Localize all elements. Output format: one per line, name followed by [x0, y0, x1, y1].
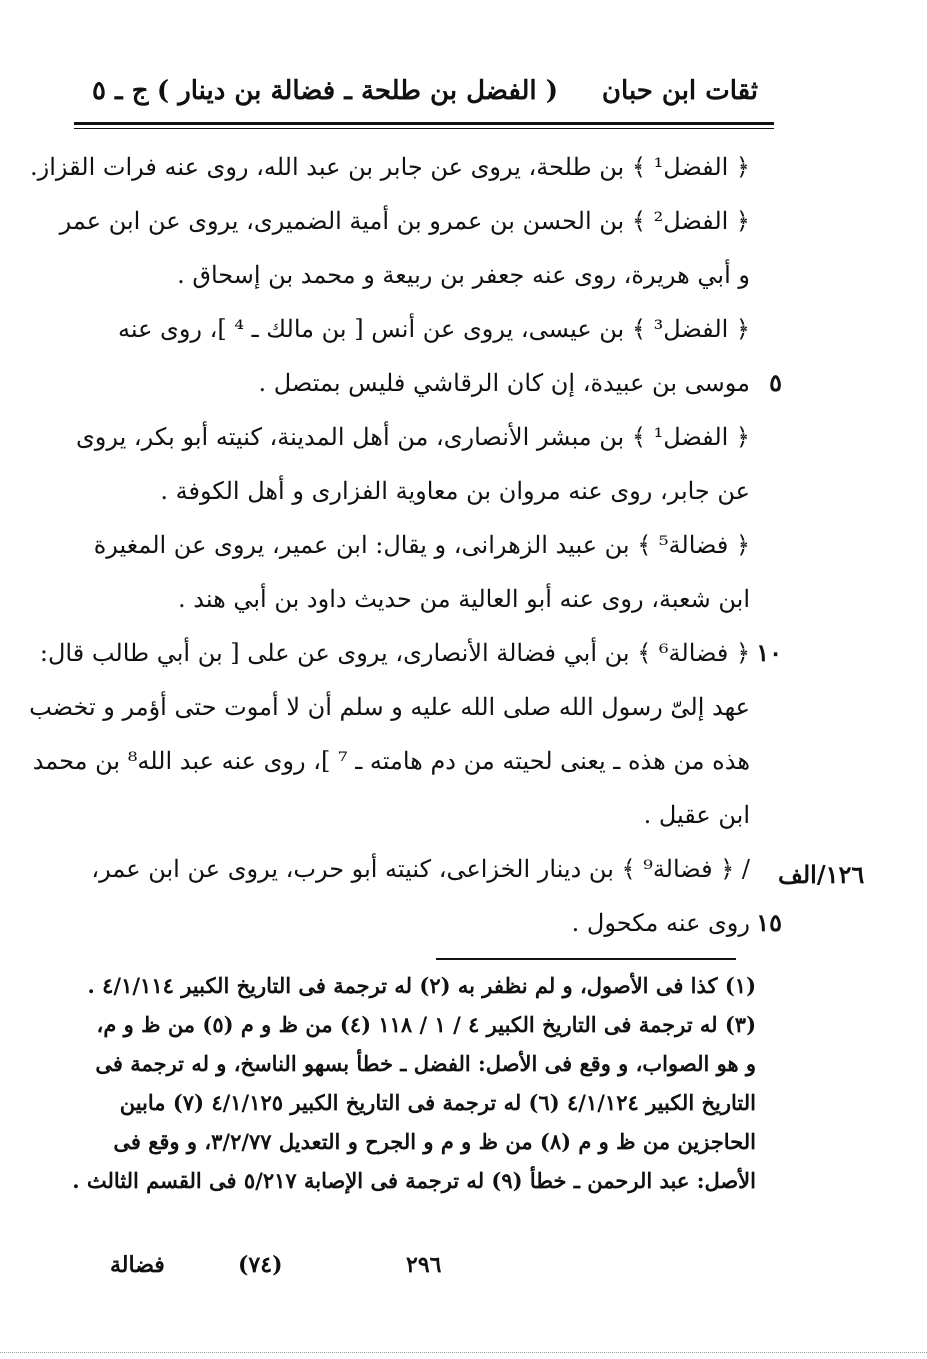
text-line: هذه من هذه ـ يعنى لحيته من دم هامته ـ ⁷ ]، روى عنه عبد الله⁸ بن محمد	[32, 747, 750, 775]
text-line: ﴿ فضالة⁵ ﴾ بن عبيد الزهرانى، و يقال: ابن عمير، يروى عن المغيرة	[93, 531, 750, 559]
text-line: ١٥ روى عنه مكحول .	[90, 896, 750, 950]
text-line: و أبي هريرة، روى عنه جعفر بن ربيعة و محمد بن إسحاق .	[177, 261, 750, 289]
text-line: ﴿ الفضل¹ ﴾ بن طلحة، يروى عن جابر بن عبد الله، روى عنه فرات القزاز.	[29, 153, 750, 181]
text-line: ابن شعبة، روى عنه أبو العالية من حديث داود بن أبي هند .	[177, 585, 750, 613]
text-line: ١٠ ﴿ فضالة⁶ ﴾ بن أبي فضالة الأنصارى، يروى عن على [ بن أبي طالب قال:	[90, 626, 750, 680]
line-number: ١٥	[756, 908, 782, 937]
footnote-line: الأصل: عبد الرحمن ـ خطأ (٩) له ترجمة فى الإصابة ٥/٢١٧ فى القسم الثالث .	[72, 1168, 756, 1193]
footnote-line: الحاجزين من ظ و م (٨) من ظ و م و الجرح و التعديل ٣/٢/٧٧، و وقع فى	[113, 1129, 756, 1154]
text-line: ﴿ الفضل³ ﴾ بن عيسى، يروى عن أنس [ بن مالك ـ ⁴ ]، روى عنه	[118, 315, 750, 343]
page-footer	[110, 1252, 470, 1286]
section-range: ( الفضل بن طلحة ـ فضالة بن دينار )	[156, 76, 558, 106]
footnote-line: و هو الصواب، و وقع فى الأصل: الفضل ـ خطأ بسهو الناسخ، و له ترجمة فى	[95, 1051, 756, 1076]
text-line: ﴿ الفضل¹ ﴾ بن مبشر الأنصارى، من أهل المدينة، كنيته أبو بكر، يروى	[76, 423, 750, 451]
header-rule-thick	[74, 122, 774, 125]
text-line: ﴿ الفضل² ﴾ بن الحسن بن عمرو بن أمية الضميرى، يروى عن ابن عمر	[59, 207, 750, 235]
text-line: ٥ موسى بن عبيدة، إن كان الرقاشي فليس بمتصل .	[90, 356, 750, 410]
line-number: ١٠	[756, 638, 782, 667]
volume-number: ج ـ ٥	[92, 76, 149, 106]
line-number: ٥	[769, 368, 782, 397]
running-header	[78, 70, 768, 118]
page-number: ٢٩٦	[406, 1252, 442, 1278]
book-title: ثقات ابن حبان	[601, 76, 758, 106]
main-text	[29, 140, 782, 950]
scan-edge-line	[0, 1352, 927, 1353]
text-line: / ﴿ فضالة⁹ ﴾ بن دينار الخزاعى، كنيته أبو حرب، يروى عن ابن عمر،	[91, 855, 750, 883]
text-line: عهد إلىّ رسول الله صلى الله عليه و سلم أن لا أموت حتى أؤمر و تخضب	[29, 693, 750, 721]
text-line: ابن عقيل .	[643, 801, 750, 829]
text-line: عن جابر، روى عنه مروان بن معاوية الفزارى و أهل الكوفة .	[160, 477, 750, 505]
footnotes	[72, 966, 756, 1200]
footnote-line: التاريخ الكبير ٤/١/١٢٤ (٦) له ترجمة فى التاريخ الكبير ٤/١/١٢٥ (٧) مابين	[119, 1090, 756, 1115]
header-rule-thin	[74, 128, 774, 129]
footnote-rule	[436, 958, 736, 960]
margin-folio-note: ١٢٦/الف	[778, 860, 865, 889]
catchword: فضالة	[110, 1252, 165, 1278]
footnote-line: (٣) له ترجمة فى التاريخ الكبير ٤ / ١ / ١١٨ (٤) من ظ و م (٥) من ظ و م،	[96, 1012, 756, 1037]
footnote-line: (١) كذا فى الأصول، و لم نظفر به (٢) له ترجمة فى التاريخ الكبير ٤/١/١١٤ .	[87, 973, 756, 998]
sheet-number: (٧٤)	[238, 1252, 283, 1278]
